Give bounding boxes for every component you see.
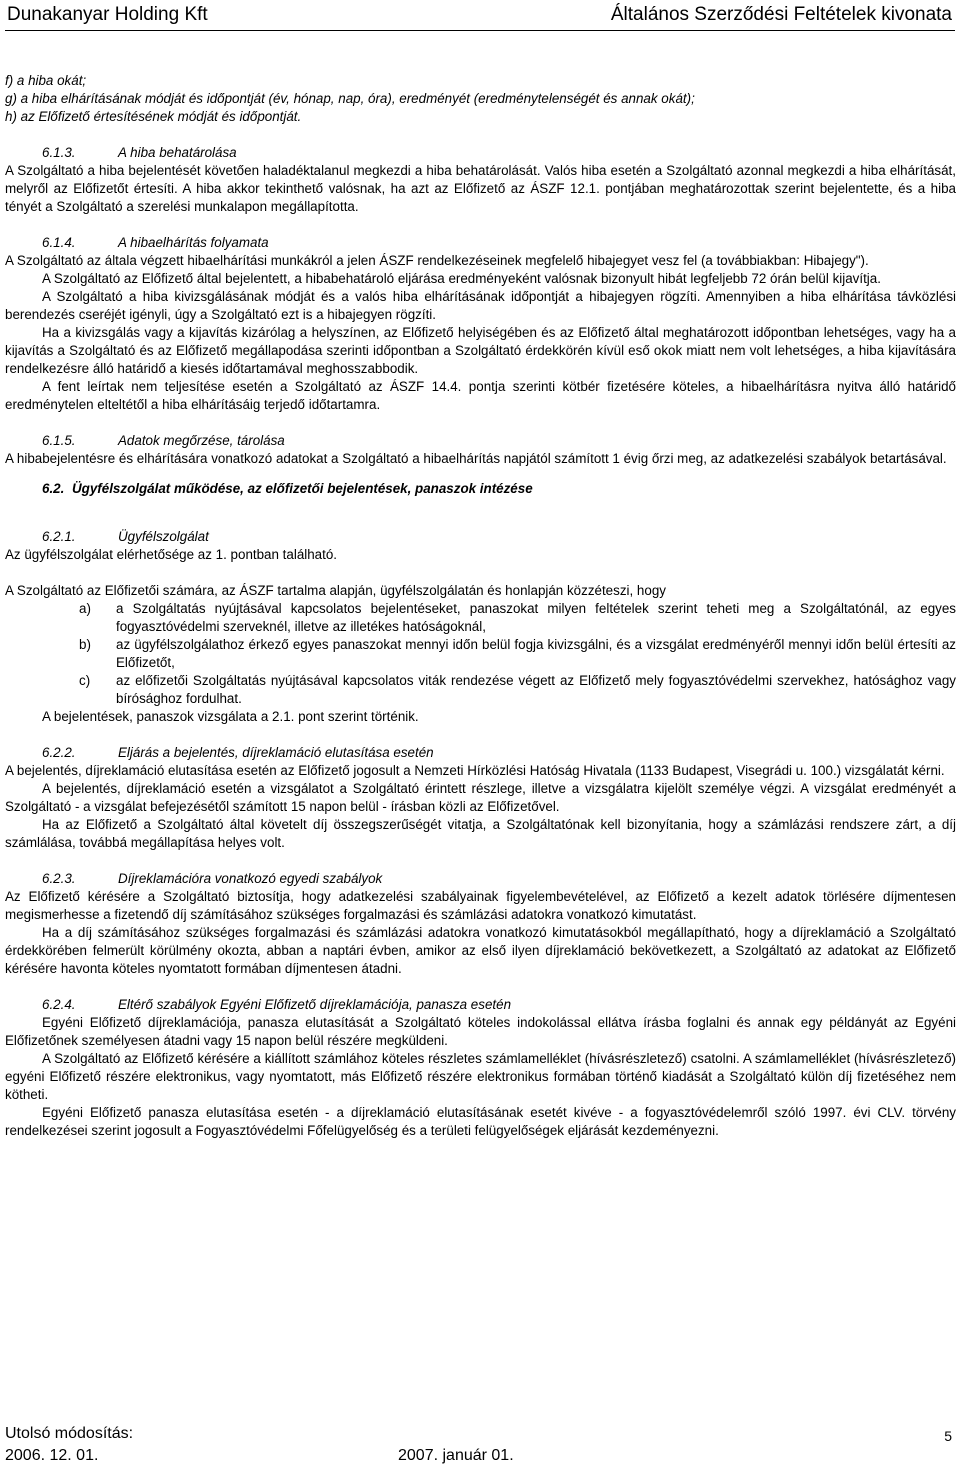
list-item: h) az Előfizető értesítésének módját és időpontját. (5, 109, 302, 124)
list-item: g) a hiba elhárításának módját és időpontját (év, hónap, nap, óra), eredményét (eredménytelenségét és annak okát); (5, 91, 695, 106)
page-header (0, 0, 960, 32)
document-title: Általános Szerződési Feltételek kivonata (610, 4, 952, 25)
paragraph: Ha a díj számításához szükséges forgalmazási és számlázási adatokra vonatkozó kimutatásokból megállapítható, hogy a díjreklamáció a Szolgáltató érdekkörében felmerült körülmény okozta, abban a naptári évben, amikor az első ilyen díjreklamáció bekövetkezett, a Szolgáltató az adatokat az Előfizető kérésére havonta köteles nyomtatott formában díjmentesen átadni. (5, 925, 956, 976)
list-item: a) a Szolgáltatás nyújtásával kapcsolatos bejelentéseket, panaszokat milyen feltételek szerint teheti meg a Szolgáltatónál, az egyes fogyasztóvédelmi szerveknél, illetve az illetékes hatóságoknál, (79, 601, 956, 634)
paragraph: A Szolgáltató az általa végzett hibaelhárítási munkákról a jelen ÁSZF rendelkezéseinek megfelelő hibajegyet vesz fel (a továbbiakban: Hibajegy"). (5, 253, 869, 268)
paragraph: A Szolgáltató a hiba kivizsgálásának módját és a valós hiba elhárításának időpontját a hibajegyen rögzíti. Amennyiben a hiba elhárítása távközlési berendezés cseréjét igényli, úgy a Szolgáltató ezt is a hibajegyen rögzíti. (5, 289, 956, 322)
last-modified-label: Utolsó módosítás: (5, 1425, 134, 1442)
section-heading-623: 6.2.3. Díjreklamációra vonatkozó egyedi szabályok (42, 871, 383, 886)
paragraph: A Szolgáltató az Előfizetői számára, az ÁSZF tartalma alapján, ügyfélszolgálatán és honlapján közzéteszi, hogy (5, 583, 666, 598)
section-heading-621: 6.2.1. Ügyfélszolgálat (42, 529, 209, 544)
paragraph: Az ügyfélszolgálat elérhetősége az 1. pontban található. (5, 547, 338, 562)
paragraph: A bejelentés, díjreklamáció elutasítása esetén az Előfizető jogosult a Nemzeti Hírközlési Hatóság Hivatala (1133 Budapest, Visegrádi u. 100.) vizsgálatát kérni. (5, 763, 945, 778)
page-body (5, 72, 956, 1140)
paragraph: A bejelentések, panaszok vizsgálata a 2.1. pont szerint történik. (42, 709, 419, 724)
company-name: Dunakanyar Holding Kft (7, 4, 208, 25)
paragraph: Egyéni Előfizető díjreklamációja, panasza elutasítását a Szolgáltató köteles indokolással ellátva írásba foglalni és annak egy példányát az Egyéni Előfizetőnek személyesen átadni vagy 15 napon belül részére megküldeni. (5, 1015, 956, 1048)
list-item: c) az előfizetői Szolgáltatás nyújtásával kapcsolatos viták rendezése végett az Előfizető mely fogyasztóvédelmi szervekhez, hatósághoz vagy bírósághoz fordulhat. (79, 673, 956, 706)
paragraph: A Szolgáltató a hiba bejelentését követően haladéktalanul megkezdi a hiba behatárolását. Valós hiba esetén a Szolgáltató azonnal megkezdi a hiba elhárítását, melyről az Előfizetőt értesíti. A hiba akkor tekinthető valósnak, ha azt az Előfizető az ÁSZF 12.1. pontjában meghatározottak szerint bejelentette, és a hiba tényét a Szolgáltató a szerelési munkalapon megállapította. (5, 163, 956, 214)
header-rule (5, 30, 955, 31)
paragraph: A bejelentés, díjreklamáció esetén a vizsgálatot a Szolgáltató érintett részlege, illetve a vizsgálatra kijelölt személye végzi. A vizsgálat eredményét a Szolgáltató - a vizsgálat befejezésétől számított 15 napon belül - írásban közli az Előfizetővel. (5, 781, 956, 814)
section-heading-624: 6.2.4. Eltérő szabályok Egyéni Előfizető díjreklamációja, panasza esetén (42, 997, 512, 1012)
paragraph: A fent leírtak nem teljesítése esetén a Szolgáltató az ÁSZF 14.4. pontja szerinti kötbér fizetésére köteles, a hibaelhárításra nyitva álló határidő eredménytelen elteltétől a hiba elhárításáig terjedő időtartamra. (5, 379, 956, 412)
list-item: f) a hiba okát; (5, 73, 87, 88)
paragraph: A Szolgáltató az Előfizető kérésére a kiállított számlához köteles részletes számlamelléklet (hívásrészletező) csatolni. A számlamelléklet (hívásrészletező) egyéni Előfizető részére elektronikus, vagy nyomtatott, más Előfizető részére elektronikus formában történő kiadását a Szolgáltató külön díj fizetéséhez nem kötheti. (5, 1051, 956, 1102)
section-heading-62: 6.2. Ügyfélszolgálat működése, az előfizetői bejelentések, panaszok intézése (42, 481, 533, 496)
paragraph: Ha az Előfizető a Szolgáltató által követelt díj összegszerűségét vitatja, a Szolgáltatónak kell bizonyítania, hogy a számlázási rendszere zárt, a díj számlálása, továbbá megállapítása helyes volt. (5, 817, 956, 850)
effective-date: 2007. január 01. (398, 1447, 514, 1464)
section-heading-613: 6.1.3. A hiba behatárolása (42, 145, 237, 160)
section-heading-622: 6.2.2. Eljárás a bejelentés, díjreklamáció elutasítása esetén (42, 745, 434, 760)
page-footer (0, 1424, 960, 1471)
paragraph: A hibabejelentésre és elhárítására vonatkozó adatokat a Szolgáltató a hibaelhárítás napjától számított 1 évig őrzi meg, az adatkezelési szabályok betartásával. (5, 451, 947, 466)
paragraph: Az Előfizető kérésére a Szolgáltató biztosítja, hogy adatkezelési szabályainak figyelembevételével, az Előfizető a kezelt adatok törlésére díjmentesen megismerhesse a fizetendő díj számításához szükséges forgalmazási és számlázási adatokra vonatkozó kimutatást. (5, 889, 956, 922)
last-modified-date: 2006. 12. 01. (5, 1447, 99, 1464)
section-heading-614: 6.1.4. A hibaelhárítás folyamata (42, 235, 269, 250)
list-item: b) az ügyfélszolgálathoz érkező egyes panaszokat mennyi időn belül fogja kivizsgálni, és a vizsgálat eredményéről mennyi időn belül értesíti az Előfizetőt, (79, 637, 956, 670)
paragraph: Ha a kivizsgálás vagy a kijavítás kizárólag a helyszínen, az Előfizető helyiségében és az Előfizető által meghatározott időpontban lehetséges, vagy ha a kijavítás a Szolgáltató és az Előfizető megállapodása szerinti időpontban a Szolgáltató érdekkörén kívül eső okok miatt nem volt lehetséges, a hiba kijavítására rendelkezésre álló határidő a kiesés időtartamával meghosszabbodik. (5, 325, 956, 376)
paragraph: Egyéni Előfizető panasza elutasítása esetén - a díjreklamáció elutasításának esetét kivéve - a fogyasztóvédelemről szóló 1997. évi CLV. törvény rendelkezései szerint jogosult a Fogyasztóvédelmi Főfelügyelőség és a területi felügyelőségek eljárását kezdeményezni. (5, 1105, 956, 1138)
paragraph: A Szolgáltató az Előfizető által bejelentett, a hibabehatároló eljárása eredményeként valósnak bizonyult hibát legfeljebb 72 órán belül kijavítja. (42, 271, 881, 286)
page-number: 5 (944, 1428, 952, 1444)
section-heading-615: 6.1.5. Adatok megőrzése, tárolása (42, 433, 285, 448)
